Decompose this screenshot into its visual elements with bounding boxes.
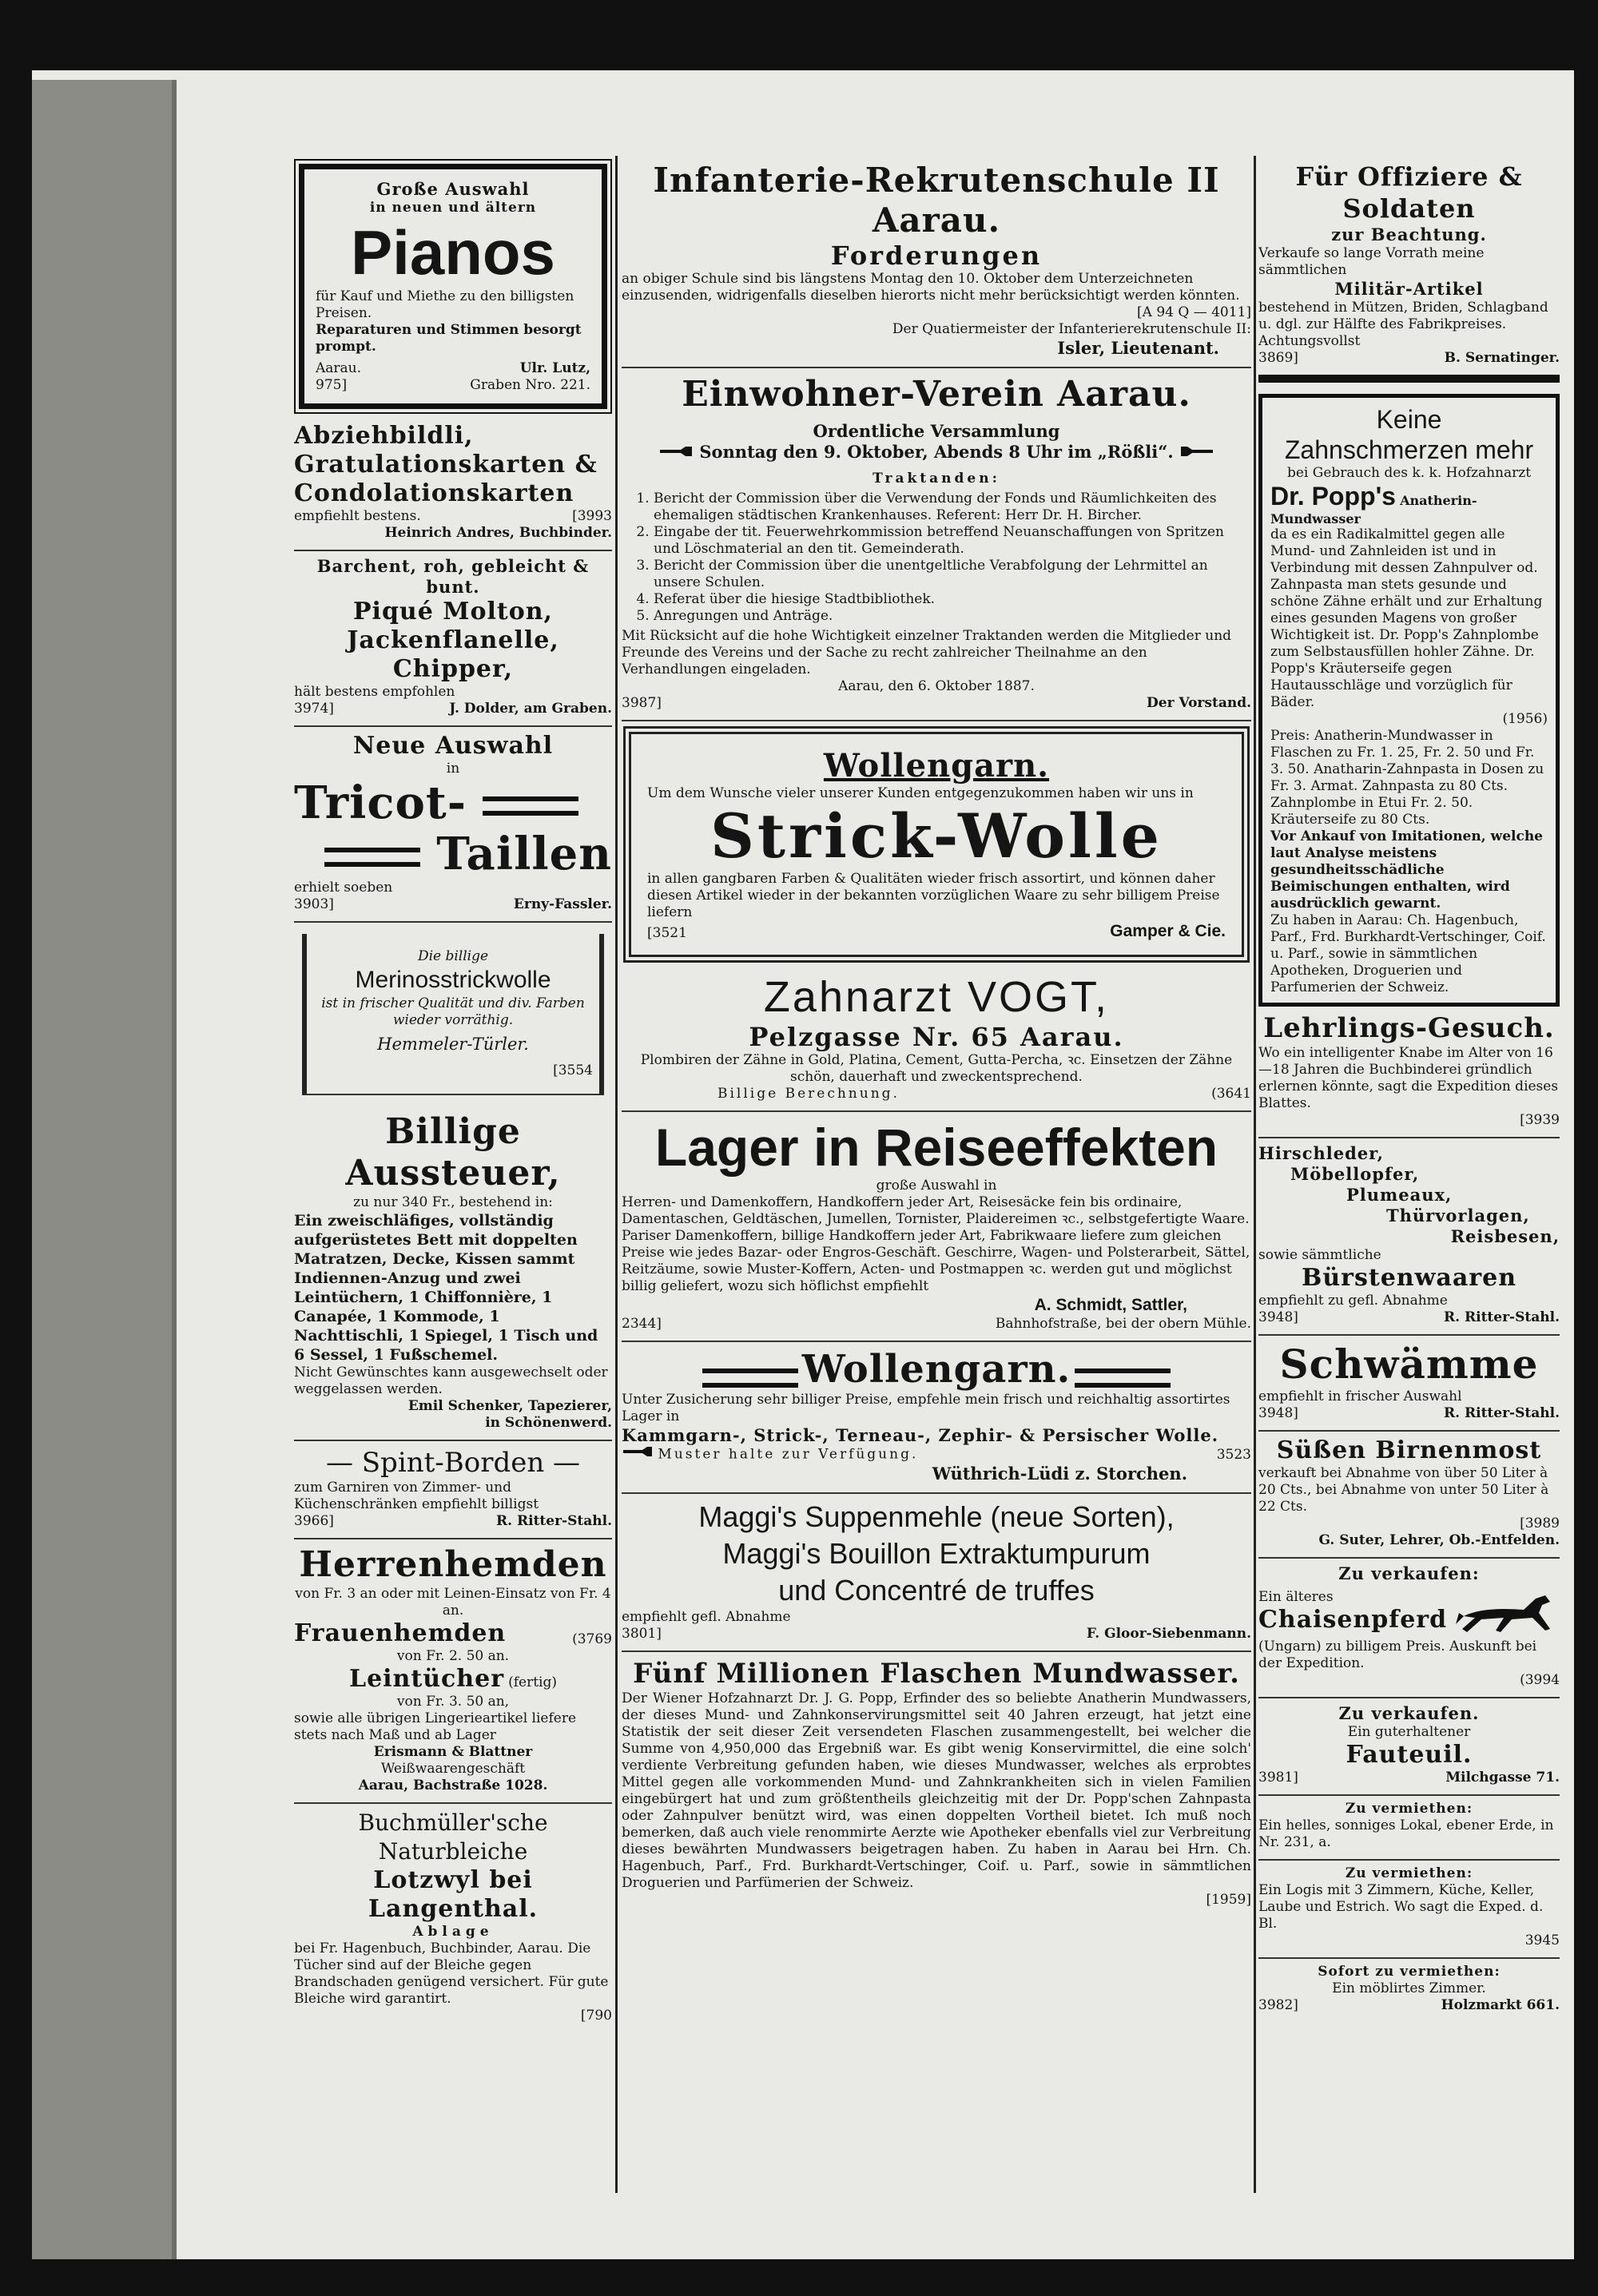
ad-title: Chaisenpferd [1258, 1605, 1448, 1634]
ad-text: empfiehlt in frischer Auswahl [1258, 1388, 1462, 1404]
wollengarn-wuethrich-ad [622, 1342, 1251, 1494]
aussteuer-ad [294, 1106, 612, 1441]
ad-title: Tricot- [294, 777, 467, 829]
ad-text: Ein älteres [1258, 1588, 1334, 1605]
ad-subtitle: zur Beachtung. [1331, 224, 1487, 244]
ad-number: [3554 [553, 1063, 593, 1078]
agenda-item: 3. Bericht der Commission über die unentgeltliche Verabfolgung der Lehrmittel an unsere Schulen. [654, 558, 1251, 591]
chaisenpferd-ad [1258, 1559, 1560, 1698]
ad-line: Die billige [417, 948, 489, 964]
notice-date: Sonntag den 9. Oktober, Abends 8 Uhr im „Rößli“. [699, 442, 1174, 462]
maggi-ad [622, 1494, 1251, 1652]
ad-signature: B. Sernatinger. [1444, 350, 1560, 366]
popp-zahnschmerzen-ad [1258, 394, 1560, 1007]
ad-number: 3869] [1258, 350, 1298, 366]
decorative-rule [702, 1368, 798, 1388]
abziehbildli-ad [294, 417, 612, 551]
agenda-item: 5. Anregungen und Anträge. [654, 608, 1251, 625]
pointing-hand-icon [622, 1446, 654, 1464]
ad-number: (3769 [572, 1631, 612, 1647]
decorative-rule [483, 796, 578, 816]
ad-number: [3993 [572, 508, 612, 524]
ad-heading: Zu vermiethen: [1345, 1801, 1473, 1817]
ad-line: Zahnschmerzen mehr [1284, 435, 1534, 464]
notice-text: Der Quatiermeister der Infanterierekrutenschule II: [892, 321, 1251, 337]
ad-address: Graben Nro. 221. [470, 377, 590, 393]
ad-title: Billige Aussteuer, [345, 1111, 561, 1194]
binding-spine [32, 80, 177, 2259]
notice-subtitle: Ordentliche Versammlung [813, 421, 1060, 441]
ad-text: Ein Logis mit 3 Zimmern, Küche, Keller, Laube und Estrich. Wo sagt die Exped. d. Bl. [1258, 1882, 1544, 1932]
ad-line: Piqué Molton, [352, 598, 553, 626]
offiziere-ad [1258, 156, 1560, 383]
ad-title: — Spint-Borden — [325, 1447, 581, 1479]
ad-signature: R. Ritter-Stahl. [1444, 1405, 1560, 1421]
agenda-item: 4. Referat über die hiesige Stadtbibliothek. [654, 591, 1251, 608]
ad-text: von Fr. 2. 50 an. [396, 1648, 510, 1664]
notice-signature: Isler, Lieutenant. [1057, 338, 1219, 358]
ad-text: von Fr. 3. 50 an, [396, 1694, 510, 1710]
ad-signature: R. Ritter-Stahl. [1444, 1309, 1560, 1325]
ad-line: Hirschleder, [1258, 1143, 1384, 1163]
tricot-ad [294, 727, 612, 923]
ad-title: Pianos [351, 217, 555, 288]
zimmer-ad [1258, 1959, 1560, 2022]
ad-line: und Concentré de truffes [778, 1573, 1095, 1607]
ad-line: in neuen und ältern [369, 200, 537, 216]
ad-text: Wo ein intelligenter Knabe im Alter von 16—18 Jahren die Buchbinderei gründlich erlernen könnte, sagt die Expedition dieses Blattes. [1258, 1045, 1559, 1111]
ad-text: Ablage [412, 1924, 494, 1940]
lokal-ad [1258, 1796, 1560, 1861]
notice-title: Einwohner-Verein Aarau. [682, 374, 1191, 415]
ad-text: erhielt soeben [294, 880, 393, 896]
schwaemme-ad [1258, 1336, 1560, 1432]
column-rule [1254, 156, 1256, 2193]
ad-title: Taillen [436, 828, 612, 880]
ad-line: Keine [1376, 405, 1442, 434]
ad-signature: Ulr. Lutz, [519, 360, 590, 376]
ad-text: Billige Berechnung. [718, 1085, 900, 1102]
ad-signature: Erismann & Blattner [373, 1744, 533, 1760]
notice-text: an obiger Schule sind bis längstens Montag den 10. Oktober dem Unterzeichneten einzusenden, widrigenfalls dieselben hierorts nicht mehr berücksichtigt werden könnten. [622, 271, 1240, 304]
ad-signature: Gamper & Cie. [1110, 921, 1226, 940]
ad-address: Pelzgasse Nr. 65 Aarau. [749, 1021, 1124, 1052]
ad-number: 2344] [622, 1315, 662, 1332]
ad-place: in Schönenwerd. [485, 1415, 612, 1431]
article-text: Der Wiener Hofzahnarzt Dr. J. G. Popp, Erfinder des so beliebte Anatherin Mundwassers, der dieses Mund- und Zahnkonservirungsmittel seit 40 Jahren erzeugt, hat jetzt eine Statistik der seit dieser Zeit versendeten Flaschen zusammengestellt, bei welcher die Summe von 4,950,000 das Ergebniß war. Es gibt wenig Konservirmittel, die eine solch' verdiente Verbreitung gefunden haben, wie dieses Mundwasser, welches als erprobtes Mittel gegen alle vorkommenden Mund- und Zahnkrankheiten sich in vielen Familien eingebürgert hat und zum größtentheils gleichzeitig mit der Dr. Popp'schen Zahnpasta oder Zahnpulver benützt wird, was einen doppelten Vortheil bietet. Ich muß noch bemerken, daß auch viele renommirte Aerzte wie Apotheker ebenfalls viel zur Verbreitung dieses bewährten Mundwassers beigetragen haben. Zu haben in Aarau bei Hrn. Ch. Hagenbuch, Parf., Frd. Burkhardt-Vertschinger, Coif. u. Parf., sowie in sämmtlichen Droguerien und Parfümerien der Schweiz. [622, 1690, 1251, 1891]
ad-text: sowie sämmtliche [1258, 1247, 1381, 1263]
ad-title: Wollengarn. [801, 1346, 1071, 1392]
ad-subtitle: Leintücher [348, 1665, 505, 1693]
ad-line: Reisbesen, [1450, 1226, 1560, 1246]
ad-subtitle: Lotzwyl bei Langenthal. [368, 1866, 539, 1923]
ad-signature: Heinrich Andres, Buchbinder. [384, 525, 612, 541]
ad-text: große Auswahl in [876, 1177, 997, 1194]
ad-title: Bürstenwaaren [1301, 1264, 1517, 1292]
ad-text: hält bestens empfohlen [294, 684, 455, 700]
ad-number: [790 [580, 2008, 612, 2024]
ad-number: 3981] [1258, 1770, 1298, 1786]
ad-title: Lager in Reiseeffekten [654, 1117, 1218, 1177]
ad-title: Wollengarn. [823, 746, 1050, 785]
ad-line: Große Auswahl [376, 179, 530, 199]
ad-number: [3521 [647, 924, 687, 941]
ad-text: Ein zweischläfiges, vollständig aufgerüstetes Bett mit doppelten Matratzen, Decke, Kissen sammt Indiennen-Anzug und zwei Leintüchern, 1 Chiffonnière, 1 Canapée, 1 Kommode, 1 Nachttischli, 1 Spiegel, 1 Tisch und 6 Sessel, 1 Fußschemel. [294, 1212, 598, 1364]
agenda-list [654, 491, 1251, 625]
ad-text: Weißwaarengeschäft [380, 1761, 526, 1777]
ad-subtitle: Anatherin-Mundwasser [1270, 493, 1477, 526]
ad-signature: Wüthrich-Lüdi z. Storchen. [932, 1463, 1187, 1484]
agenda-item: 2. Eingabe der tit. Feuerwehrkommission betreffend Neuanschaffungen von Spritzen und Löschmaterial an den tit. Gemeinderath. [654, 524, 1251, 558]
ad-heading: Zu vermiethen: [1345, 1865, 1473, 1881]
decorative-rule [324, 848, 420, 867]
fauteuil-ad [1258, 1698, 1560, 1796]
ad-text: Achtungsvollst [1258, 333, 1361, 349]
ad-signature: G. Suter, Lehrer, Ob.-Entfelden. [1318, 1532, 1560, 1548]
ad-text: verkauft bei Abnahme von über 50 Liter à 20 Cts., bei Abnahme von unter 50 Liter à 22 Cts. [1258, 1465, 1549, 1515]
ad-heading: Sofort zu vermiethen: [1318, 1964, 1501, 1980]
notice-subtitle: Forderungen [830, 240, 1043, 271]
ad-text: in allen gangbaren Farben & Qualitäten wieder frisch assortirt, und können daher diesen Artikel wieder in der bekannten vorzüglichen Waare zu sehr billigem Preise liefern [647, 870, 1220, 920]
ad-text: bei Gebrauch des k. k. Hofzahnarzt [1286, 465, 1532, 481]
ad-title: Lehrlings-Gesuch. [1263, 1012, 1555, 1044]
merino-ad [302, 934, 604, 1095]
notice-title: Infanterie-Rekrutenschule II Aarau. [653, 161, 1220, 240]
ad-heading: Zu verkaufen. [1338, 1703, 1480, 1723]
notice-date: Aarau, den 6. Oktober 1887. [838, 677, 1035, 694]
ad-signature: F. Gloor-Siebenmann. [1086, 1625, 1251, 1642]
ad-title: Herrenhemden [299, 1544, 607, 1585]
ad-subtitle: Frauenhemden [294, 1619, 507, 1647]
ad-line: Plumeaux, [1346, 1185, 1453, 1205]
decorative-rule [1075, 1368, 1171, 1388]
column-rule [615, 156, 618, 2193]
ad-text: für Kauf und Miethe zu den billigsten Preisen. [316, 288, 574, 321]
ad-line: Barchent, roh, gebleicht & bunt. [316, 556, 590, 597]
pointing-hand-icon [1179, 443, 1214, 464]
ad-line: Möbellopfer, [1290, 1164, 1420, 1184]
ad-signature: J. Dolder, am Graben. [449, 701, 612, 717]
ad-line: Maggi's Suppenmehle (neue Sorten), [698, 1500, 1175, 1533]
logis-ad [1258, 1861, 1560, 1959]
ad-number: [3939 [1520, 1112, 1560, 1128]
ad-text: empfiehlt gefl. Abnahme [622, 1608, 791, 1625]
ad-line: Thürvorlagen, [1386, 1206, 1530, 1225]
spint-ad [294, 1441, 612, 1539]
horse-icon [1456, 1584, 1560, 1639]
ad-text: (Ungarn) zu billigem Preis. Auskunft bei der Expedition. [1258, 1639, 1537, 1671]
ad-place: Aarau. [316, 360, 362, 376]
ad-warning: Vor Ankauf von Imitationen, welche laut Analyse meistens gesundheitsschädliche Beimischungen enthalten, wird ausdrücklich gewarnt. [1270, 828, 1543, 912]
ad-title: Abziehbildli, Gratulationskarten & Condolationskarten [294, 422, 598, 507]
ad-number: 3903] [294, 896, 334, 912]
ad-prices: Preis: Anatherin-Mundwasser in Flaschen zu Fr. 1. 25, Fr. 2. 50 und Fr. 3. 50. Anatharin-Zahnpasta in Dosen zu Fr. 3. Armat. Zahnpasta zu 80 Cts. Zahnplombe in Etui Fr. 2. 50. Kräuterseife zu 80 Cts. [1270, 728, 1544, 828]
ad-number: (3994 [1520, 1672, 1560, 1688]
ad-text: Zu haben in Aarau: Ch. Hagenbuch, Parf., Frd. Burkhardt-Vertschinger, Coif. u. Parf., sowie in sämmtlichen Apotheken, Droguerien und Parfumerien der Schweiz. [1270, 912, 1546, 995]
ad-line: Maggi's Bouillon Extraktumpurum [722, 1536, 1151, 1570]
ad-line: Neue Auswahl [352, 732, 554, 760]
ad-number: 3945 [1524, 1933, 1560, 1948]
ad-title: Fauteuil. [1346, 1741, 1473, 1769]
ad-headline: Kammgarn-, Strick-, Terneau-, Zephir- & Persischer Wolle. [622, 1424, 1219, 1445]
lehrlings-ad [1258, 1007, 1560, 1138]
ad-number: 3982] [1258, 1997, 1298, 2013]
ad-address: Aarau, Bachstraße 1028. [358, 1778, 548, 1794]
ad-number: [3989 [1520, 1515, 1560, 1531]
pointing-hand-icon [658, 443, 694, 464]
ad-title: Buchmüller'sche Naturbleiche [358, 1809, 548, 1865]
ad-number: 975] [316, 377, 348, 393]
ad-text: Ein möblirtes Zimmer. [1332, 1980, 1486, 1996]
notice-text: Mit Rücksicht auf die hohe Wichtigkeit einzelner Traktanden werden die Mitglieder und Freunde des Vereins und der Sache zu recht zahlreicher Theilnahme an den Verhandlungen eingeladen. [622, 627, 1232, 677]
ad-text: da es ein Radikalmittel gegen alle Mund- und Zahnleiden ist und in Verbindung mit dessen Zahnpulver od. Zahnpasta man stets gesunde und schöne Zähne erhält und zur Erhaltung eines gesunden Magens von großer Wichtigkeit ist. Dr. Popp's Zahnplombe zum Selbstausfüllen hohler Zähne. Dr. Popp's Kräuterseife gegen Hautausschläge und vorzüglich für Bäder. [1270, 526, 1543, 710]
ad-text: Muster halte zur Verfügung. [658, 1446, 919, 1462]
ad-text: Ein helles, sonniges Lokal, ebener Erde, in Nr. 231, a. [1258, 1817, 1554, 1850]
birnenmost-ad [1258, 1432, 1560, 1559]
ad-address: Milchgasse 71. [1445, 1770, 1560, 1786]
mundwasser-article [622, 1652, 1251, 1917]
ad-title: Dr. Popp's [1270, 482, 1396, 510]
ad-text: bei Fr. Hagenbuch, Buchbinder, Aarau. Die Tücher sind auf der Bleiche gegen Brandschaden genügend versichert. Für gute Bleiche wird garantirt. [294, 1940, 609, 2007]
ad-signature: Emil Schenker, Tapezierer, [407, 1398, 612, 1414]
ad-text: bestehend in Mützen, Briden, Schlagband u. dgl. zur Hälfte des Fabrikpreises. [1258, 300, 1548, 332]
ad-number: 3801] [622, 1625, 662, 1642]
ad-headline: Militär-Artikel [1334, 279, 1484, 299]
barchent-ad [294, 551, 612, 727]
ad-text: ist in frischer Qualität und div. Farben wieder vorräthig. [321, 995, 585, 1028]
ad-number: 3966] [294, 1513, 334, 1529]
herrenhemden-ad [294, 1539, 612, 1804]
ad-line: Chipper, [392, 655, 514, 683]
ad-line: Jackenflanelle, [347, 626, 559, 654]
reiseeffekten-ad [622, 1112, 1251, 1342]
ad-text: empfiehlt zu gefl. Abnahme [1258, 1293, 1448, 1309]
ad-address: Holzmarkt 661. [1441, 1997, 1560, 2013]
notice-signature: Der Vorstand. [1147, 694, 1251, 711]
ad-title: Zahnarzt VOGT, [763, 972, 1110, 1021]
ad-number: 3948] [1258, 1309, 1298, 1325]
bleiche-ad [294, 1804, 612, 2032]
notice-number: 3987] [622, 694, 662, 711]
ad-title: Merinosstrickwolle [355, 967, 551, 993]
buerstenwaaren-ad [1258, 1138, 1560, 1336]
ad-text: (fertig) [508, 1674, 558, 1690]
infanterie-notice [622, 156, 1251, 368]
article-title: Fünf Millionen Flaschen Mundwasser. [633, 1657, 1240, 1690]
ad-signature: A. Schmidt, Sattler, [1034, 1295, 1187, 1314]
wollengarn-strickwolle-ad [623, 726, 1250, 963]
zahnarzt-vogt-ad [622, 967, 1251, 1112]
article-number: [1959] [1206, 1891, 1251, 1908]
ad-title: Schwämme [1279, 1341, 1539, 1388]
ad-heading: Zu verkaufen: [1338, 1563, 1480, 1583]
ad-line: in [446, 761, 460, 777]
ad-address: Bahnhofstraße, bei der obern Mühle. [995, 1315, 1251, 1332]
ad-number: 3974] [294, 701, 334, 717]
ad-number: 3948] [1258, 1405, 1298, 1421]
right-column [1258, 156, 1560, 2022]
ad-text: sowie alle übrigen Lingerieartikel liefere stets nach Maß und ab Lager [294, 1710, 577, 1743]
notice-reference: [A 94 Q — 4011] [1137, 304, 1251, 320]
ad-signature: Erny-Fassler. [513, 896, 612, 912]
ad-title: Süßen Birnenmost [1276, 1436, 1542, 1464]
ad-number: (3641 [1211, 1085, 1251, 1102]
ad-text: Ein guterhaltener [1347, 1724, 1471, 1740]
notice-subtitle: Traktanden: [873, 470, 1000, 487]
ad-text: von Fr. 3 an oder mit Leinen-Einsatz von Fr. 4 an. [295, 1586, 611, 1619]
ad-text: Unter Zusicherung sehr billiger Preise, empfehle mein frisch und reichhaltig assortirtes Lager in [622, 1391, 1230, 1424]
ad-text: zu nur 340 Fr., bestehend in: [353, 1194, 553, 1210]
einwohner-verein-notice [622, 368, 1251, 721]
ad-text: Verkaufe so lange Vorrath meine sämmtlichen [1258, 245, 1485, 278]
ad-text: empfiehlt bestens. [294, 508, 421, 524]
ad-text: Nicht Gewünschtes kann ausgewechselt oder weggelassen werden. [294, 1364, 608, 1397]
ad-text: Um dem Wunsche vieler unserer Kunden entgegenzukommen haben wir uns in [647, 785, 1194, 801]
ad-signature: Hemmeler-Türler. [377, 1035, 529, 1054]
left-column [294, 156, 612, 2032]
ad-headline: Strick-Wolle [710, 800, 1163, 872]
ad-signature: R. Ritter-Stahl. [496, 1513, 612, 1529]
ad-text: zum Garniren von Zimmer- und Küchenschränken empfiehlt billigst [294, 1480, 539, 1512]
ad-title: Für Offiziere & Soldaten [1295, 161, 1523, 224]
ad-text: Reparaturen und Stimmen besorgt prompt. [316, 322, 582, 355]
ad-text: Herren- und Damenkoffern, Handkoffern jeder Art, Reisesäcke fein bis ordinaire, Damentaschen, Geldtäschen, Jumellen, Tornister, Plaidereimen ꝛc., selbstgefertigte Waare. Pariser Damenkoffern, billige Handkoffern jeder Art, Fabrikwaare liefere zum gleichen Preise wie jedes Bazar- oder Engros-Geschäft. Geschirre, Wagen- und Polsterarbeit, Sättel, Reitzäume, sowie Muster-Koffern, Acten- und Postmappen ꝛc. werden gut und möglichst billig geliefert, wozu sich höflichst empfiehlt [622, 1194, 1250, 1294]
pianos-ad [299, 164, 607, 409]
ad-text: Plombiren der Zähne in Gold, Platina, Cement, Gutta-Percha, ꝛc. Einsetzen der Zähne schön, dauerhaft und zweckentsprechend. [640, 1051, 1233, 1085]
ad-number: (1956) [1502, 711, 1548, 727]
agenda-item: 1. Bericht der Commission über die Verwendung der Fonds und Räumlichkeiten des ehemaligen städtischen Krankenhauses. Referent: Herr Dr. H. Bircher. [654, 491, 1251, 524]
ad-number: 3523 [1216, 1446, 1251, 1463]
middle-column [622, 156, 1251, 1917]
